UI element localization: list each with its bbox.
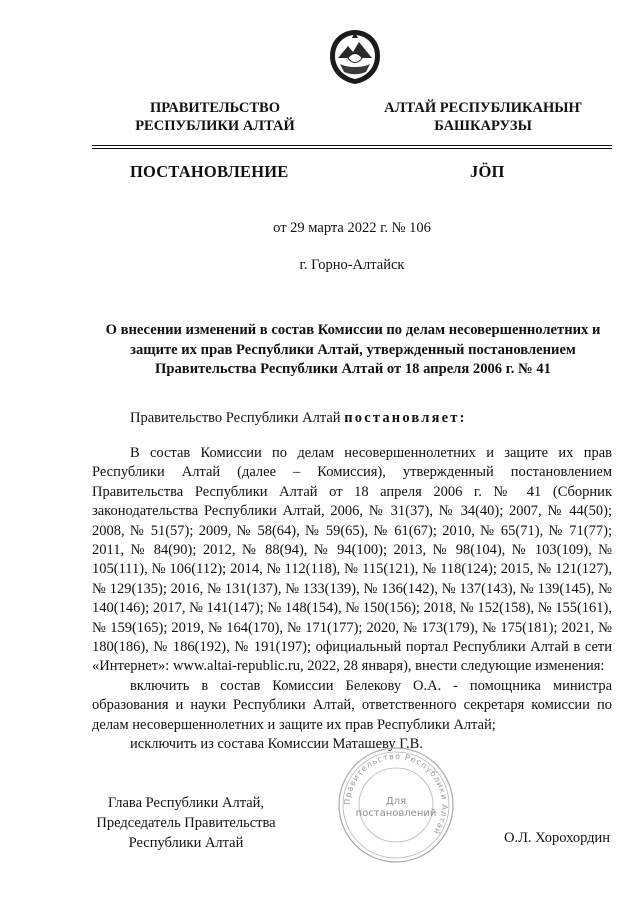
header-left [110, 99, 320, 135]
body-paragraph-1: В состав Комиссии по делам несовершеннолетних и защите их прав Республики Алтай (далее – Комиссия), утвержденный постановлением Правительства Республики Алтай от 18 апреля 2006 г. № 41 (Сборник законодательства Республики Алтай, 2006, № 31(37), № 34(40); 2007, № 44(50); 2008, № 51(57); 2009, № 58(64), № 59(65), № 61(67); 2010, № 65(71), № 71(77); 2011, № 84(90); 2012, № 88(94), № 94(100); 2013, № 98(104), № 103(109), № 105(111), № 106(112); 2014, № 112(118), № 115(121), № 118(124); 2015, № 121(127), № 129(135); 2016, № 131(137), № 133(139), № 136(142), № 137(143), № 139(145), № 140(146); 2017, № 141(147); № 148(154), № 150(156); 2018, № 152(158), № 155(161), № 159(165); 2019, № 164(170), № 171(177); 2020, № 173(179), № 175(181); 2021, № 180(186), № 186(192), № 191(197); официальный портал Республики Алтай в сети «Интернет»: www.altai-republic.ru, 2022, 28 января), внести следующие изменения: [92, 445, 612, 675]
signatory-name: О.Л. Хорохордин [504, 830, 611, 846]
doc-type-right: JÖП [470, 162, 505, 181]
header-left-line1: ПРАВИТЕЛЬСТВО [150, 100, 280, 116]
document-title [92, 321, 614, 380]
position-line2: Председатель Правительства [96, 815, 276, 831]
intro-text: Правительство Республики Алтай [130, 410, 341, 426]
title-line1: О внесении изменений в состав Комиссии по делам несовершеннолетних и [105, 322, 601, 338]
intro-action: постановляет: [344, 410, 467, 426]
stamp-center [337, 796, 455, 820]
doc-type-left: ПОСТАНОВЛЕНИЕ [130, 162, 289, 181]
body-text [92, 444, 612, 755]
title-line2: защите их прав Республики Алтай, утвержденный постановлением [130, 341, 576, 358]
header-right-line2: БАШКАРУЗЫ [434, 118, 532, 134]
position-line3: Республики Алтай [128, 835, 244, 851]
city-line: г. Горно-Алтайск [299, 257, 405, 273]
signature-position [80, 793, 292, 853]
stamp-center-line2: постановлений [355, 808, 437, 819]
date-line: от 29 марта 2022 г. № 106 [273, 220, 431, 236]
header-left-line2: РЕСПУБЛИКИ АЛТАЙ [135, 118, 295, 134]
header-divider-top [92, 145, 612, 146]
body-paragraph-2: включить в состав Комиссии Белекову О.А. - помощника министра образования и науки Республики Алтай, ответственного секретаря комиссии по делам несовершеннолетних и защите их прав Республики Алтай; [92, 677, 612, 733]
position-line1: Глава Республики Алтай, [107, 795, 265, 811]
header-right [372, 99, 594, 135]
svg-text:Правительство Республики Алтай [343, 752, 449, 837]
intro-line [130, 410, 467, 427]
title-line3: Правительства Республики Алтай от 18 апреля 2006 г. № 41 [155, 361, 551, 377]
header-right-line1: АЛТАЙ РЕСПУБЛИКАНЫҤ [384, 100, 582, 116]
body-paragraph-3: исключить из состава Комиссии Маташеву Г.В. [130, 736, 423, 753]
stamp-center-line1: Для [385, 796, 407, 807]
header-divider-bottom [92, 148, 612, 149]
coat-of-arms-icon [328, 28, 382, 86]
stamp-ring-text: Правительство Республики Алтай [342, 751, 450, 837]
